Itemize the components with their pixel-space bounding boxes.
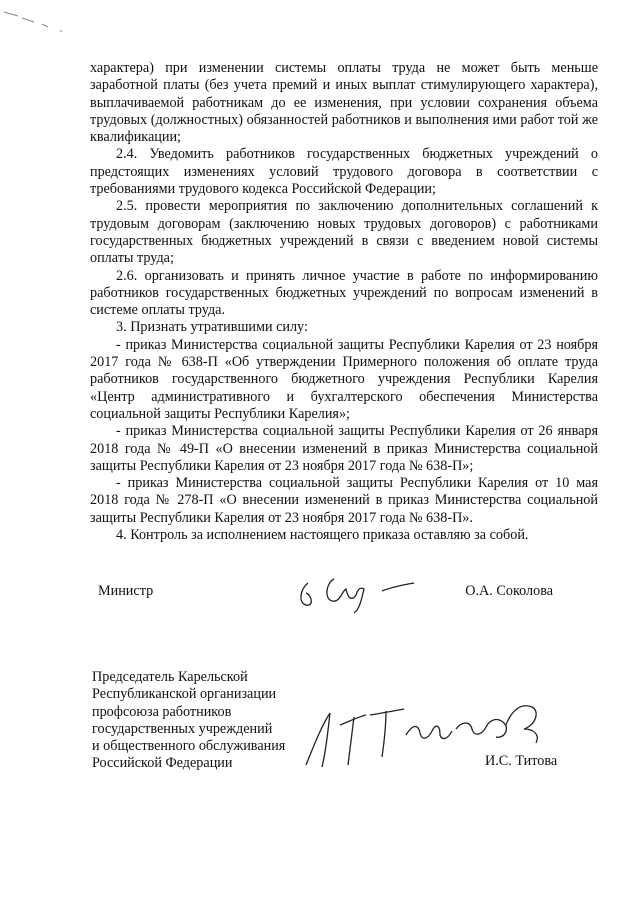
paragraph-order-638: - приказ Министерства социальной защиты Республики Карелия от 23 ноября 2017 года № 638-П «Об утверждении Примерного положения об оплате труда работников государственного бюджетного учреждения Республики Карелия «Центр административного и бухгалтерского обеспечения Министерства социальной защиты Республики Карелия»; — [90, 336, 598, 422]
union-title-line: и общественного обслуживания — [92, 738, 286, 755]
union-handwritten-signature — [300, 695, 560, 775]
paragraph-order-278: - приказ Министерства социальной защиты Республики Карелия от 10 мая 2018 года № 278-П «О внесении изменений в приказ Министерства социальной защиты Республики Карелия от 23 ноября 2017 года № 638-П». — [90, 475, 598, 526]
paragraph-3: 3. Признать утратившими силу: — [116, 319, 308, 336]
union-chair-name: И.С. Титова — [485, 753, 558, 769]
union-title-line: государственных учреждений — [92, 720, 273, 737]
paragraph-continuation: характера) при изменении системы оплаты труда не может быть меньше заработной платы (без учета премий и иных выплат стимулирующего характера), выплачиваемой работникам до ее изменения, при условии сохранения объема трудовых (должностных) обязанностей работников и выполнения ими работ той же квалификации; — [90, 60, 598, 146]
union-title-line: Председатель Карельской — [92, 669, 248, 685]
paragraph-2-6: 2.6. организовать и принять личное участие в работе по информированию работников государственных бюджетных учреждений по вопросам изменений в системе оплаты труда. — [90, 267, 598, 319]
union-title-line: Республиканской организации — [92, 686, 277, 703]
union-title-line: Российской Федерации — [92, 755, 233, 772]
minister-handwritten-signature — [290, 565, 430, 615]
paragraph-2-4: 2.4. Уведомить работников государственных бюджетных учреждений о предстоящих изменениях условий трудового договора в соответствии с требованиями трудового кодекса Российской Федерации; — [90, 146, 598, 198]
union-title-line: профсоюза работников — [92, 703, 232, 720]
minister-name: О.А. Соколова — [465, 583, 553, 599]
paragraph-order-49: - приказ Министерства социальной защиты Республики Карелия от 26 января 2018 года № 49-П «О внесении изменений в приказ Министерства социальной защиты Республики Карелия от 23 ноября 2017 года № 638-П»; — [90, 423, 598, 474]
minister-title: Министр — [98, 583, 154, 599]
corner-scan-marks — [0, 0, 80, 40]
paragraph-2-5: 2.5. провести мероприятия по заключению дополнительных соглашений к трудовым договорам (заключению новых трудовых договоров) с работниками государственных бюджетных учреждений в связи с введением новой системы оплаты труда; — [90, 198, 598, 267]
main-text — [90, 60, 598, 544]
paragraph-4: 4. Контроль за исполнением настоящего приказа оставляю за собой. — [116, 527, 529, 544]
union-title-block — [92, 669, 285, 773]
